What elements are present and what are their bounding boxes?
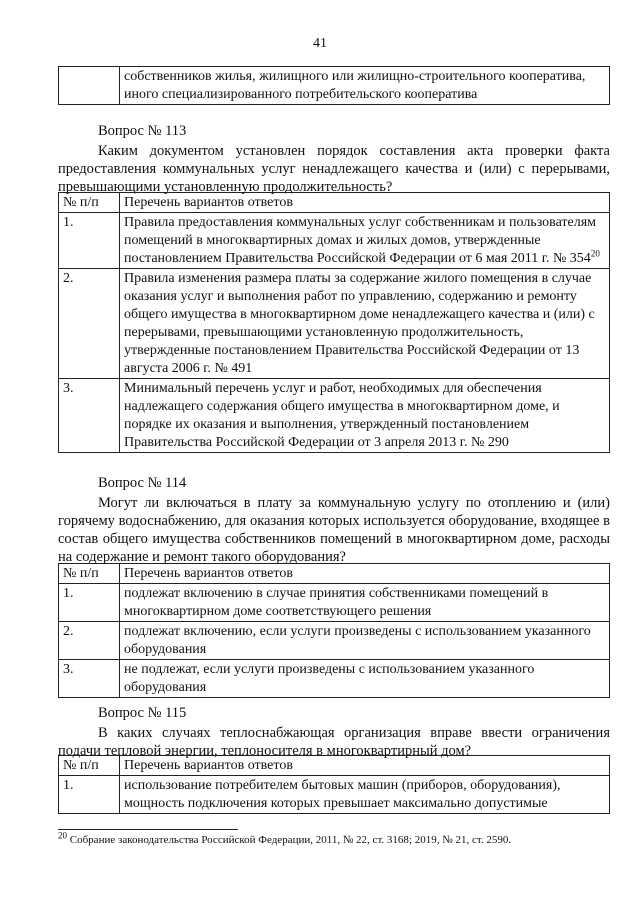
footnote-mark: 20 [58, 830, 67, 841]
answer-number[interactable]: 2. [59, 269, 120, 379]
header-label: Перечень вариантов ответов [120, 756, 610, 776]
answer-option[interactable]: использование потребителем бытовых машин (приборов, оборудования), мощность подключения которых превышает максимально допустимые [120, 776, 610, 814]
answer-text: Правила предоставления коммунальных услуг собственникам и пользователям помещений в многоквартирных домах и жилых домов, утвержденные постановлением Правительства Российской Федерации от 6 мая 2011 г. № 354 [124, 215, 597, 266]
answer-option[interactable]: подлежат включению в случае принятия собственниками помещений в многоквартирном доме соответствующего решения [120, 584, 610, 622]
page-number: 41 [313, 36, 327, 51]
footnote [58, 830, 512, 846]
table-header-row [59, 564, 610, 584]
table-header-row [59, 756, 610, 776]
question-title: Вопрос № 114 [98, 475, 187, 491]
footnote-divider [58, 829, 238, 830]
table-row [59, 67, 610, 105]
question-114 [58, 474, 610, 566]
table-row [59, 269, 610, 379]
table-row [59, 622, 610, 660]
footnote-text: Собрание законодательства Российской Федерации, 2011, № 22, ст. 3168; 2019, № 21, ст. 2590. [69, 834, 512, 846]
table-row [59, 584, 610, 622]
answer-text-cell: собственников жилья, жилищного или жилищно-строительного кооператива, иного специализированного потребительского кооператива [120, 67, 610, 105]
answer-number[interactable]: 3. [59, 660, 120, 698]
question-113 [58, 122, 610, 196]
header-label: Перечень вариантов ответов [120, 193, 610, 213]
answers-table-113 [58, 192, 610, 453]
header-number: № п/п [59, 756, 120, 776]
answer-option[interactable]: не подлежат, если услуги произведены с использованием указанного оборудования [120, 660, 610, 698]
question-title: Вопрос № 113 [98, 123, 187, 139]
question-title: Вопрос № 115 [98, 705, 187, 721]
answer-number[interactable]: 2. [59, 622, 120, 660]
header-label: Перечень вариантов ответов [120, 564, 610, 584]
answer-number[interactable]: 1. [59, 776, 120, 814]
answer-number[interactable]: 1. [59, 584, 120, 622]
answer-number[interactable]: 1. [59, 213, 120, 269]
footnote-ref: 20 [590, 248, 600, 259]
answer-option[interactable]: Минимальный перечень услуг и работ, необходимых для обеспечения надлежащего содержания общего имущества в многоквартирном доме, и порядке их оказания и выполнения, утвержденный постановлением Правительства Российской Федерации от 3 апреля 2013 г. № 290 [120, 379, 610, 453]
table-row [59, 660, 610, 698]
answer-number-cell [59, 67, 120, 105]
answer-number[interactable]: 3. [59, 379, 120, 453]
answer-option[interactable]: Правила изменения размера платы за содержание жилого помещения в случае оказания услуг и выполнения работ по управлению, содержанию и ремонту общего имущества в многоквартирном доме ненадлежащего качества и (или) с перерывами, превышающими установленную продолжительность, утвержденные постановлением Правительства Российской Федерации от 13 августа 2006 г. № 491 [120, 269, 610, 379]
answer-option[interactable]: подлежат включению, если услуги произведены с использованием указанного оборудования [120, 622, 610, 660]
question-text: Каким документом установлен порядок составления акта проверки факта предоставления коммунальных услуг ненадлежащего качества и (или) с перерывами, превышающими установленную продолжительность? [58, 143, 610, 195]
table-row [59, 776, 610, 814]
answers-table-continued [58, 66, 610, 105]
table-row [59, 213, 610, 269]
answers-table-115 [58, 755, 610, 814]
table-header-row [59, 193, 610, 213]
question-text: В каких случаях теплоснабжающая организация вправе ввести ограничения подачи тепловой энергии, теплоносителя в многоквартирный дом? [58, 725, 610, 759]
answer-option[interactable] [120, 213, 610, 269]
question-115 [58, 704, 610, 760]
question-text: Могут ли включаться в плату за коммунальную услугу по отоплению и (или) горячему водоснабжению, для оказания которых используется оборудование, входящее в состав общего имущества собственников помещений в многоквартирном доме, расходы на содержание и ремонт такого оборудования? [58, 495, 610, 565]
header-number: № п/п [59, 564, 120, 584]
table-row [59, 379, 610, 453]
header-number: № п/п [59, 193, 120, 213]
answers-table-114 [58, 563, 610, 698]
